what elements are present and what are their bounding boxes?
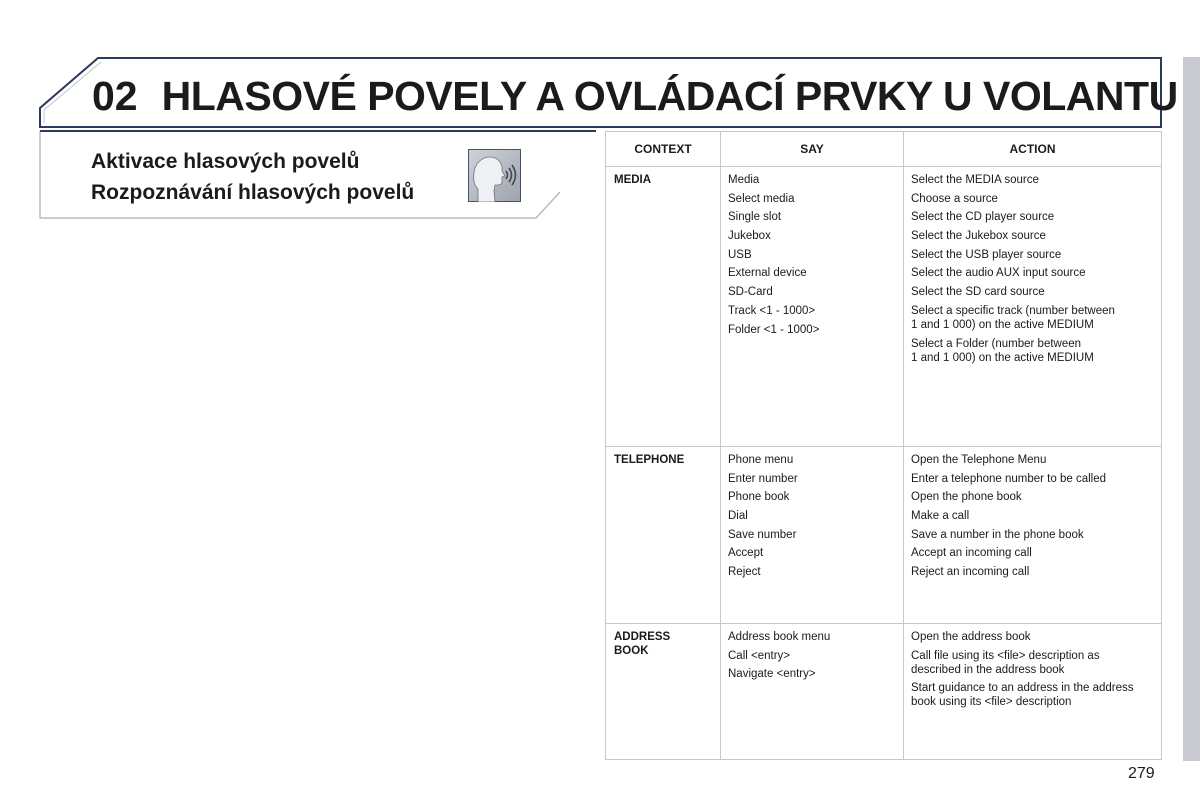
say-item: Jukebox: [728, 230, 771, 243]
table-row-address-book: [606, 624, 1162, 760]
say-item: Track <1 - 1000>: [728, 304, 816, 317]
action-text: Choose a source: [911, 192, 998, 205]
context-label: MEDIA: [614, 174, 652, 186]
say-item: Media: [728, 174, 760, 186]
say-item: Enter number: [728, 472, 798, 485]
action-text: Start guidance to an address in the address: [911, 682, 1134, 695]
say-item: Select media: [728, 192, 795, 205]
action-item: [911, 565, 1154, 579]
say-cell: [721, 447, 904, 624]
table-row-media: [606, 167, 1162, 447]
say-item: Navigate <entry>: [728, 668, 816, 681]
action-text: Make a call: [911, 510, 970, 523]
action-text: Select the USB player source: [911, 248, 1062, 261]
action-text: Select the CD player source: [911, 211, 1055, 224]
section-heading-line2: Rozpoznávání hlasových povelů: [91, 181, 415, 204]
action-item: [911, 229, 1154, 243]
action-text: 1 and 1 000) on the active MEDIUM: [911, 351, 1094, 364]
section-heading-line1: Aktivace hlasových povelů: [91, 150, 360, 173]
action-text: Open the address book: [911, 631, 1031, 643]
section-heading: [91, 146, 414, 208]
say-item: USB: [728, 248, 752, 261]
say-item: Address book menu: [728, 631, 831, 643]
context-cell: [606, 167, 721, 447]
action-text: Accept an incoming call: [911, 547, 1032, 560]
say-item: Single slot: [728, 211, 782, 224]
action-item: [911, 285, 1154, 299]
say-item: Reject: [728, 566, 761, 579]
table-header-row: [606, 132, 1162, 167]
context-label: TELEPHONE: [614, 454, 685, 466]
say-cell: [721, 167, 904, 447]
action-text: described in the address book: [911, 663, 1065, 676]
say-item: Dial: [728, 510, 748, 523]
action-text: Open the Telephone Menu: [911, 454, 1047, 466]
action-item: [911, 304, 1154, 332]
action-item: [911, 472, 1154, 486]
action-text: Save a number in the phone book: [911, 528, 1084, 541]
voice-commands-table: [605, 131, 1162, 760]
action-item: [911, 509, 1154, 523]
action-cell: [904, 624, 1162, 760]
action-item: [911, 266, 1154, 280]
context-label: ADDRESS: [614, 631, 671, 643]
column-header-action: ACTION: [904, 132, 1162, 167]
column-header-context: CONTEXT: [606, 132, 721, 167]
table-row-telephone: [606, 447, 1162, 624]
action-text: Select a specific track (number between: [911, 304, 1115, 317]
action-text: Enter a telephone number to be called: [911, 472, 1106, 485]
action-text: Call file using its <file> description as: [911, 649, 1100, 662]
action-item: [911, 173, 1154, 187]
action-item: [911, 192, 1154, 206]
page-number: 279: [1128, 765, 1155, 782]
say-item: SD-Card: [728, 286, 773, 299]
action-text: Select a Folder (number between: [911, 337, 1082, 350]
action-text: Reject an incoming call: [911, 566, 1030, 579]
page-edge-strip: [1183, 57, 1200, 761]
action-item: [911, 649, 1154, 677]
action-text: Open the phone book: [911, 491, 1022, 504]
action-item: [911, 453, 1154, 467]
action-text: Select the audio AUX input source: [911, 267, 1086, 280]
say-item: External device: [728, 267, 807, 280]
say-item: Phone menu: [728, 454, 794, 466]
context-cell: [606, 447, 721, 624]
chapter-title-text: HLASOVÉ POVELY A OVLÁDACÍ PRVKY U VOLANTU: [161, 72, 1178, 119]
say-item: Save number: [728, 528, 797, 541]
action-item: [911, 490, 1154, 504]
action-cell: [904, 447, 1162, 624]
say-item: Folder <1 - 1000>: [728, 323, 820, 336]
say-cell: [721, 624, 904, 760]
say-item: Accept: [728, 547, 764, 560]
column-header-say: SAY: [721, 132, 904, 167]
action-text: 1 and 1 000) on the active MEDIUM: [911, 318, 1094, 331]
say-item: Call <entry>: [728, 649, 791, 662]
context-cell: [606, 624, 721, 760]
action-item: [911, 681, 1154, 709]
action-item: [911, 210, 1154, 224]
voice-recognition-icon: [468, 149, 521, 202]
action-text: book using its <file> description: [911, 696, 1072, 709]
action-item: [911, 248, 1154, 262]
action-cell: [904, 167, 1162, 447]
context-label: BOOK: [614, 645, 649, 657]
action-item: [911, 337, 1154, 365]
action-item: [911, 630, 1154, 644]
chapter-number: 02: [92, 72, 138, 119]
action-item: [911, 528, 1154, 542]
say-item: Phone book: [728, 491, 790, 504]
action-text: Select the Jukebox source: [911, 230, 1046, 243]
action-text: Select the MEDIA source: [911, 174, 1039, 186]
action-text: Select the SD card source: [911, 286, 1045, 299]
action-item: [911, 546, 1154, 560]
